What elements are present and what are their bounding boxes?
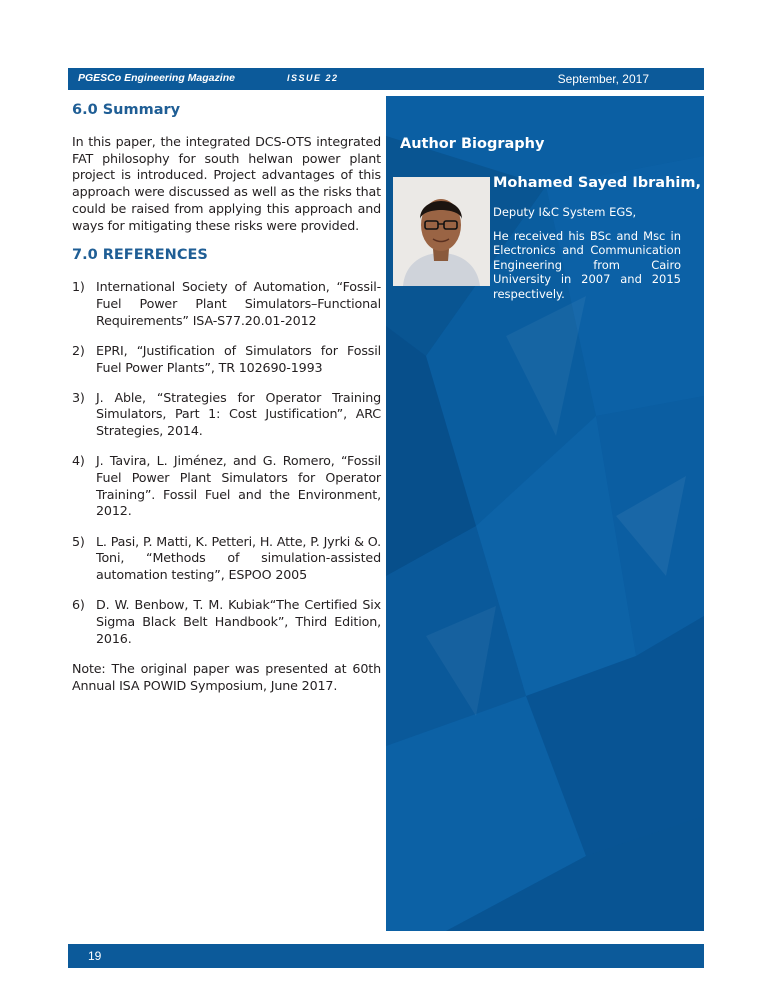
reference-item <box>72 343 381 376</box>
article-column <box>72 98 381 695</box>
reference-item <box>72 534 381 584</box>
reference-text: J. Able, “Strategies for Operator Training Simulators, Part 1: Cost Justification”, ARC Strategies, 2014. <box>96 389 381 439</box>
references-heading: 7.0 REFERENCES <box>72 247 208 264</box>
reference-item <box>72 453 381 520</box>
reference-item <box>72 597 381 647</box>
author-role: Deputy I&C System EGS, <box>493 205 637 219</box>
page-number: 19 <box>88 949 102 963</box>
magazine-title: PGESCo Engineering Magazine <box>78 72 235 84</box>
reference-item <box>72 390 381 440</box>
issue-date: September, 2017 <box>557 72 649 86</box>
page-footer <box>68 944 704 968</box>
biography-title: Author Biography <box>400 136 545 152</box>
reference-text: D. W. Benbow, T. M. Kubiak“The Certified Six Sigma Black Belt Handbook”, Third Edition, 2016. <box>96 597 381 646</box>
author-description: He received his BSc and Msc in Electronics and Communication Engineering from Cairo University in 2007 and 2015 respectively. <box>493 229 681 301</box>
reference-item <box>72 279 381 329</box>
references-list <box>72 279 381 647</box>
reference-text: EPRI, “Justification of Simulators for Fossil Fuel Power Plants”, TR 102690-1993 <box>96 342 381 375</box>
reference-number: 1) <box>72 279 85 295</box>
reference-text: J. Tavira, L. Jiménez, and G. Romero, “Fossil Fuel Power Plant Simulators for Operator Training”. Fossil Fuel and the Environment, 2012. <box>96 453 381 519</box>
reference-number: 4) <box>72 453 85 469</box>
author-name: Mohamed Sayed Ibrahim, <box>493 175 701 191</box>
page-header <box>68 68 704 90</box>
reference-number: 5) <box>72 533 85 549</box>
author-biography-panel <box>386 96 704 931</box>
reference-text: International Society of Automation, “Fossil-Fuel Power Plant Simulators–Functional Requirements” ISA-S77.20.01-2012 <box>96 279 381 328</box>
author-photo <box>393 177 490 286</box>
reference-number: 6) <box>72 597 85 613</box>
issue-label: ISSUE 22 <box>287 73 339 83</box>
reference-number: 2) <box>72 342 85 358</box>
reference-number: 3) <box>72 389 85 405</box>
reference-text: L. Pasi, P. Matti, K. Petteri, H. Atte, P. Jyrki & O. Toni, “Methods of simulation-assisted automation testing”, ESPOO 2005 <box>96 533 381 583</box>
presentation-note: Note: The original paper was presented at 60th Annual ISA POWID Symposium, June 2017. <box>72 661 381 694</box>
summary-heading: 6.0 Summary <box>72 102 181 118</box>
summary-text: In this paper, the integrated DCS-OTS integrated FAT philosophy for south helwan power plant project is introduced. Project advantages of this approach were discussed as well as the risks that could be raised from applying this approach and ways for mitigating these risks were provided. <box>72 134 381 233</box>
